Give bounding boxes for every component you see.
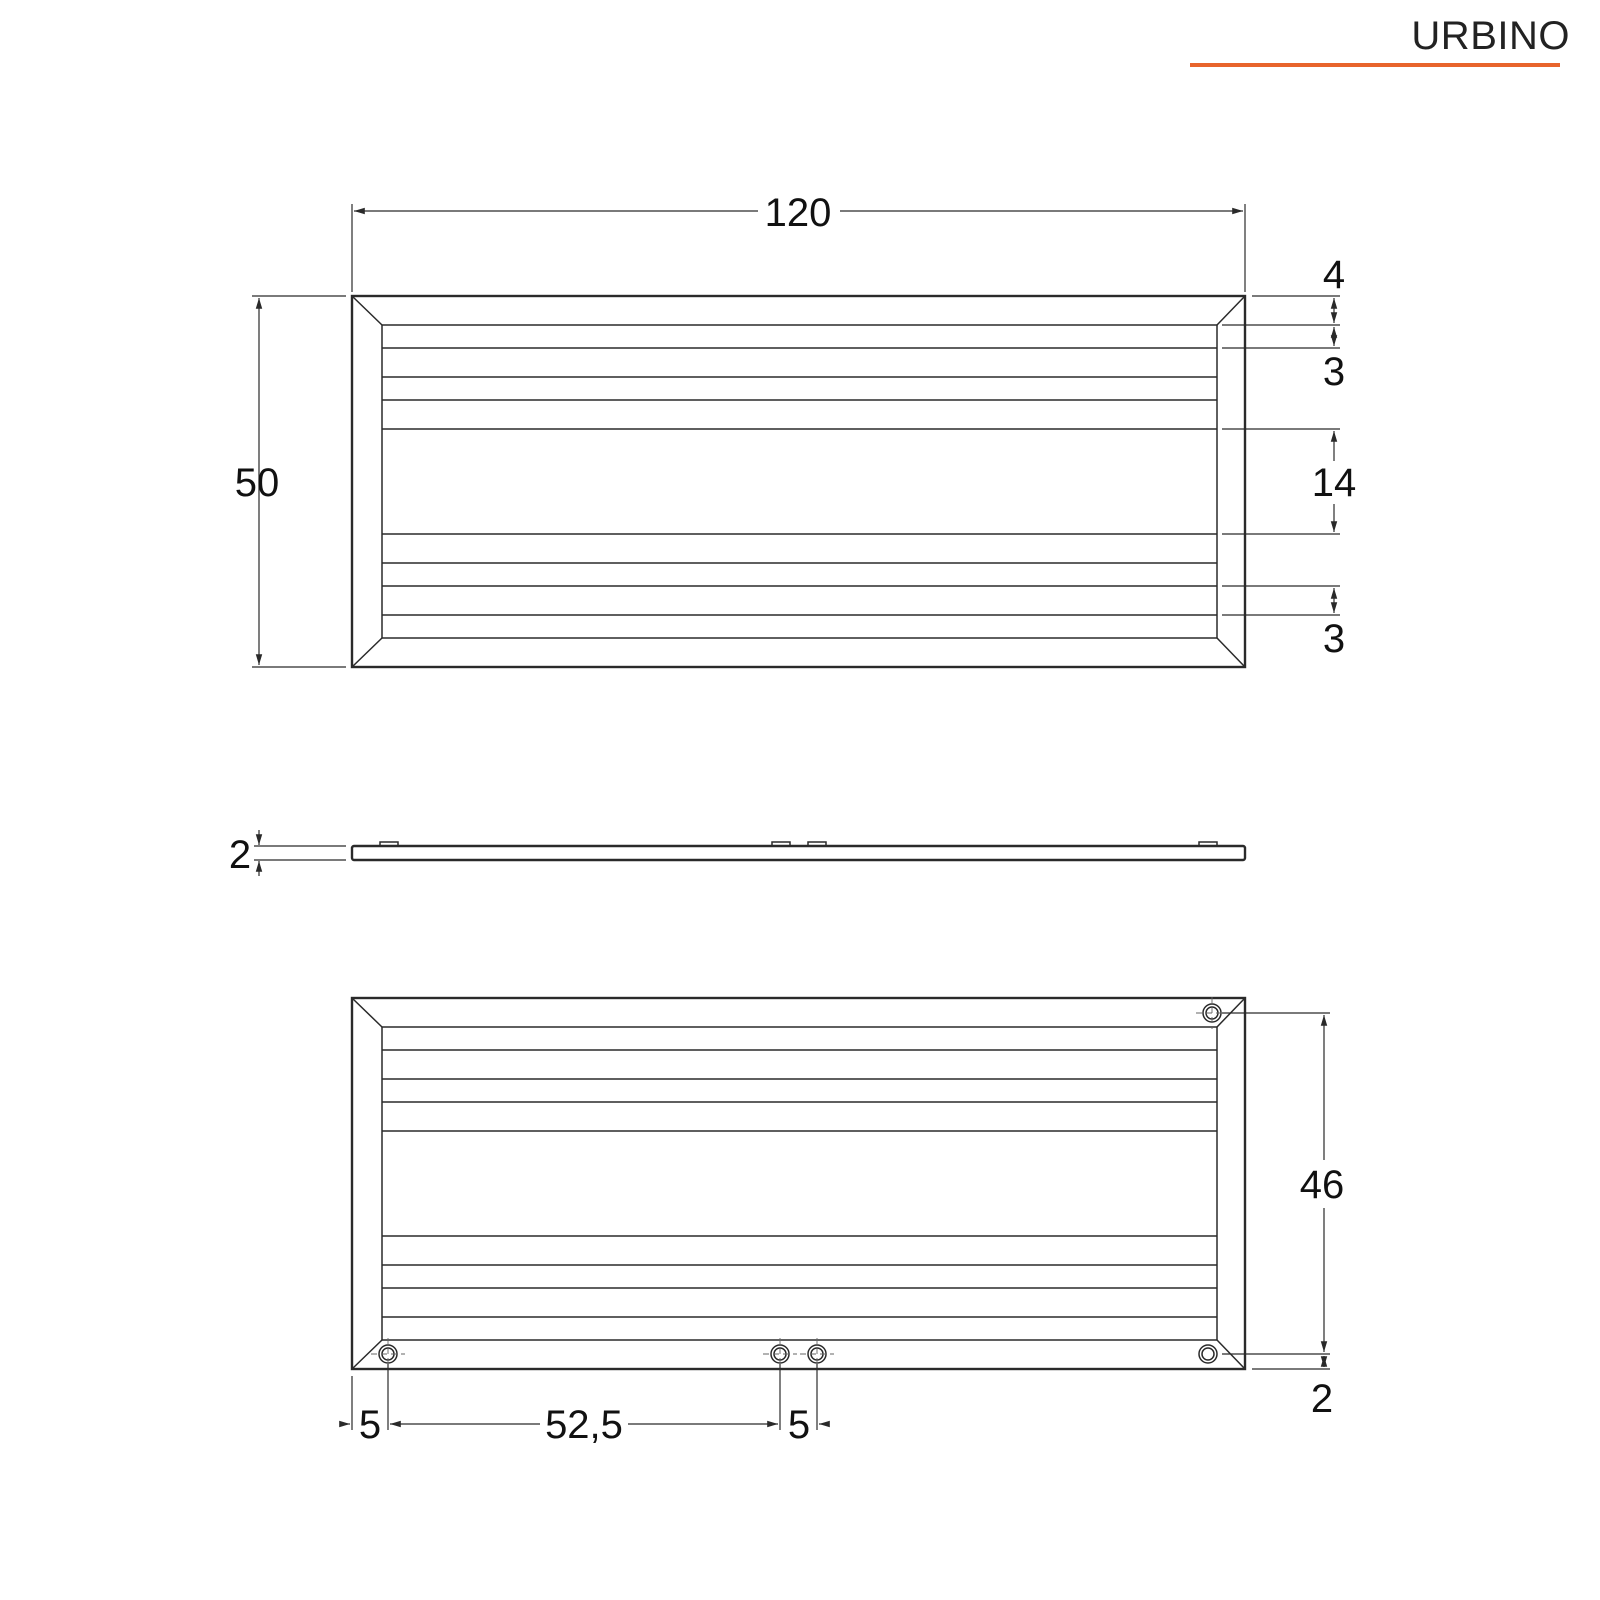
front-view bbox=[235, 191, 1357, 667]
front-right-dimensions bbox=[1222, 253, 1356, 661]
side-tab bbox=[1199, 842, 1217, 846]
front-height-dimension bbox=[235, 296, 346, 667]
front-height-label: 50 bbox=[234, 461, 280, 505]
front-outer-frame bbox=[352, 296, 1245, 667]
front-dim-bottom-slat: 3 bbox=[1322, 617, 1346, 661]
back-slats bbox=[382, 1050, 1217, 1317]
side-tab bbox=[380, 842, 398, 846]
mounting-holes bbox=[371, 997, 1228, 1370]
front-slats bbox=[382, 348, 1217, 615]
front-dim-top-slat: 3 bbox=[1322, 350, 1346, 394]
side-thickness-label: 2 bbox=[228, 833, 252, 877]
back-dim-left-offset: 5 bbox=[358, 1403, 382, 1447]
side-tab bbox=[772, 842, 790, 846]
back-inner-frame bbox=[382, 1027, 1217, 1340]
front-dim-center-gap: 14 bbox=[1311, 461, 1357, 505]
mounting-hole bbox=[1199, 1345, 1217, 1363]
back-bottom-dimensions bbox=[340, 1364, 829, 1447]
side-tab bbox=[808, 842, 826, 846]
back-hole-offset-label: 2 bbox=[1310, 1377, 1334, 1421]
back-outer-frame bbox=[352, 998, 1245, 1369]
back-dim-hole-spacing: 52,5 bbox=[545, 1403, 623, 1447]
front-width-label: 120 bbox=[764, 191, 832, 235]
back-hole-span-label: 46 bbox=[1299, 1163, 1345, 1207]
back-dim-center-offset: 5 bbox=[787, 1403, 811, 1447]
front-inner-frame bbox=[382, 325, 1217, 638]
back-view bbox=[340, 997, 1344, 1447]
side-body bbox=[352, 846, 1245, 860]
side-view bbox=[229, 830, 1245, 877]
front-width-dimension bbox=[352, 191, 1245, 292]
front-dim-top-frame: 4 bbox=[1322, 253, 1346, 297]
back-right-dimensions bbox=[1222, 1013, 1344, 1421]
brand-name: URBINO bbox=[1411, 14, 1570, 58]
side-thickness-dimension bbox=[229, 830, 346, 877]
